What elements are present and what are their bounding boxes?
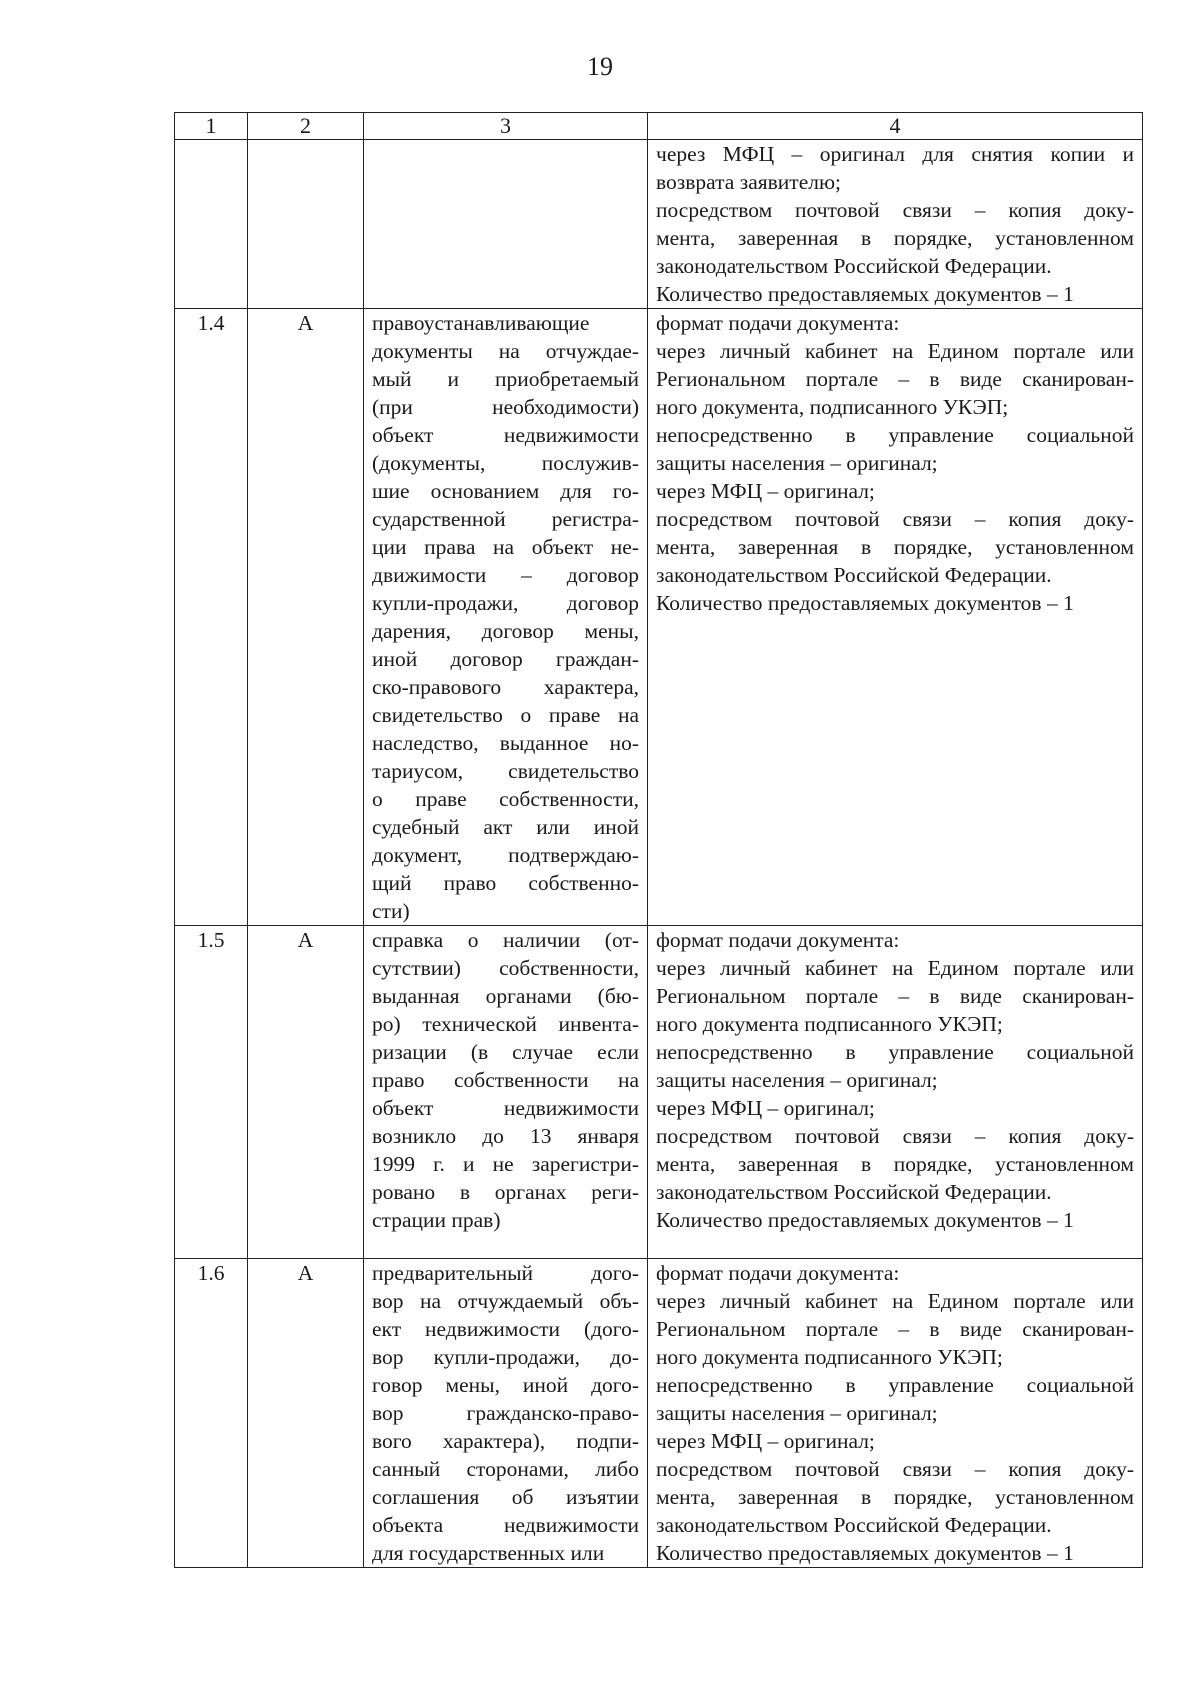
row-number-cell: 1.5 [175,926,248,1259]
submission-details-line: Региональном портале – в виде сканирован- [656,367,1134,391]
document-name-line: вор гражданско-право- [372,1401,639,1425]
documents-table [174,112,1143,1568]
table-row [175,926,1143,1259]
document-name-line: для государственных или [372,1541,605,1565]
document-name-line: дарения, договор мены, [372,619,639,643]
document-name-line: 1999 г. и не зарегистри- [372,1152,639,1176]
document-name-line: право собственности на [372,1068,639,1092]
submission-details-line: посредством почтовой связи – копия доку- [656,198,1134,222]
document-name-line: ровано в органах реги- [372,1180,639,1204]
document-name-line: мый и приобретаемый [372,367,639,391]
column-header: 1 [175,113,248,140]
submission-details-line: Количество предоставляемых документов – 1 [656,591,1074,615]
submission-details-line: Региональном портале – в виде сканирован- [656,1317,1134,1341]
document-name-line: санный сторонами, либо [372,1457,639,1481]
submission-details-line: защиты населения – оригинал; [656,1401,938,1425]
submission-details-line: через личный кабинет на Едином портале или [656,1289,1134,1313]
submission-details-line: посредством почтовой связи – копия доку- [656,1124,1134,1148]
document-name-line: судебный акт или иной [372,815,639,839]
category-cell [248,140,364,309]
row-number-cell: 1.4 [175,309,248,926]
submission-details-cell [648,140,1143,309]
submission-details-line: законодательством Российской Федерации. [656,254,1052,278]
submission-details-line: ного документа, подписанного УКЭП; [656,395,1009,419]
document-name-line: щий право собственно- [372,871,639,895]
document-name-line: сти) [372,899,410,923]
submission-details-line: через МФЦ – оригинал; [656,1429,875,1453]
document-name-cell [364,1259,648,1568]
submission-details-line: формат подачи документа: [656,928,900,952]
row-number-cell: 1.6 [175,1259,248,1568]
submission-details-line: Количество предоставляемых документов – 1 [656,1208,1074,1232]
document-name-line: иной договор граждан- [372,647,639,671]
submission-details-line: через личный кабинет на Едином портале или [656,339,1134,363]
document-name-line: сутствии) собственности, [372,956,639,980]
document-name-line: ско-правового характера, [372,675,639,699]
submission-details-cell [648,309,1143,926]
document-name-line: ект недвижимости (дого- [372,1317,639,1341]
document-name-line: правоустанавливающие [372,311,590,335]
submission-details-line: непосредственно в управление социальной [656,1373,1134,1397]
document-name-line: объект недвижимости [372,423,639,447]
document-name-line: говор мены, иной дого- [372,1373,639,1397]
document-name-cell [364,140,648,309]
submission-details-line: Количество предоставляемых документов – 1 [656,282,1074,306]
category-cell: А [248,926,364,1259]
submission-details-line: через МФЦ – оригинал; [656,1096,875,1120]
page-number: 19 [587,52,613,81]
document-name-line: движимости – договор [372,563,639,587]
document-name-line: вор на отчуждаемый объ- [372,1289,639,1313]
submission-details-line: непосредственно в управление социальной [656,423,1134,447]
column-header: 3 [364,113,648,140]
document-name-line: предварительный дого- [372,1261,639,1285]
category-cell: А [248,309,364,926]
document-name-line: вор купли-продажи, до- [372,1345,639,1369]
document-name-line: сударственной регистра- [372,507,639,531]
document-name-line: страции прав) [372,1208,501,1232]
submission-details-cell [648,1259,1143,1568]
submission-details-line: законодательством Российской Федерации. [656,563,1052,587]
submission-details-line: возврата заявителю; [656,170,841,194]
submission-details-line: законодательством Российской Федерации. [656,1180,1052,1204]
submission-details-line: через личный кабинет на Едином портале или [656,956,1134,980]
document-name-line: документы на отчуждае- [372,339,639,363]
document-name-line: вого характера), подпи- [372,1429,639,1453]
submission-details-line: непосредственно в управление социальной [656,1040,1134,1064]
document-name-line: (документы, послужив- [372,451,639,475]
submission-details-line: формат подачи документа: [656,1261,900,1285]
table-row [175,309,1143,926]
document-name-line: выданная органами (бю- [372,984,639,1008]
table-header-row [175,113,1143,140]
document-name-line: объекта недвижимости [372,1513,639,1537]
submission-details-line: мента, заверенная в порядке, установленном [656,1485,1134,1509]
document-name-line: (при необходимости) [372,395,639,419]
submission-details-line: Региональном портале – в виде сканирован- [656,984,1134,1008]
document-name-line: ции права на объект не- [372,535,639,559]
document-name-line: тариусом, свидетельство [372,759,639,783]
document-name-line: свидетельство о праве на [372,703,639,727]
submission-details-line: через МФЦ – оригинал; [656,479,875,503]
document-name-cell [364,926,648,1259]
document-name-line: ро) технической инвента- [372,1012,639,1036]
document-name-line: шие основанием для го- [372,479,639,503]
submission-details-line: защиты населения – оригинал; [656,1068,938,1092]
document-name-line: о праве собственности, [372,787,639,811]
document-name-line: документ, подтверждаю- [372,843,639,867]
submission-details-line: защиты населения – оригинал; [656,451,938,475]
column-header: 4 [648,113,1143,140]
submission-details-line: мента, заверенная в порядке, установленном [656,226,1134,250]
document-name-line: соглашения об изъятии [372,1485,639,1509]
table-row [175,140,1143,309]
document-name-line: возникло до 13 января [372,1124,639,1148]
submission-details-line: через МФЦ – оригинал для снятия копии и [656,142,1134,166]
submission-details-line: законодательством Российской Федерации. [656,1513,1052,1537]
document-name-line: справка о наличии (от- [372,928,639,952]
submission-details-line: посредством почтовой связи – копия доку- [656,1457,1134,1481]
column-header: 2 [248,113,364,140]
submission-details-line: формат подачи документа: [656,311,900,335]
submission-details-line: мента, заверенная в порядке, установленном [656,535,1134,559]
submission-details-line: посредством почтовой связи – копия доку- [656,507,1134,531]
document-name-line: ризации (в случае если [372,1040,639,1064]
table-row [175,1259,1143,1568]
document-name-cell [364,309,648,926]
submission-details-line: мента, заверенная в порядке, установленном [656,1152,1134,1176]
document-name-line: наследство, выданное но- [372,731,639,755]
category-cell: А [248,1259,364,1568]
document-name-line: объект недвижимости [372,1096,639,1120]
submission-details-cell [648,926,1143,1259]
submission-details-line: ного документа подписанного УКЭП; [656,1012,1003,1036]
submission-details-line: Количество предоставляемых документов – 1 [656,1541,1074,1565]
row-number-cell [175,140,248,309]
submission-details-line: ного документа подписанного УКЭП; [656,1345,1003,1369]
document-name-line: купли-продажи, договор [372,591,639,615]
